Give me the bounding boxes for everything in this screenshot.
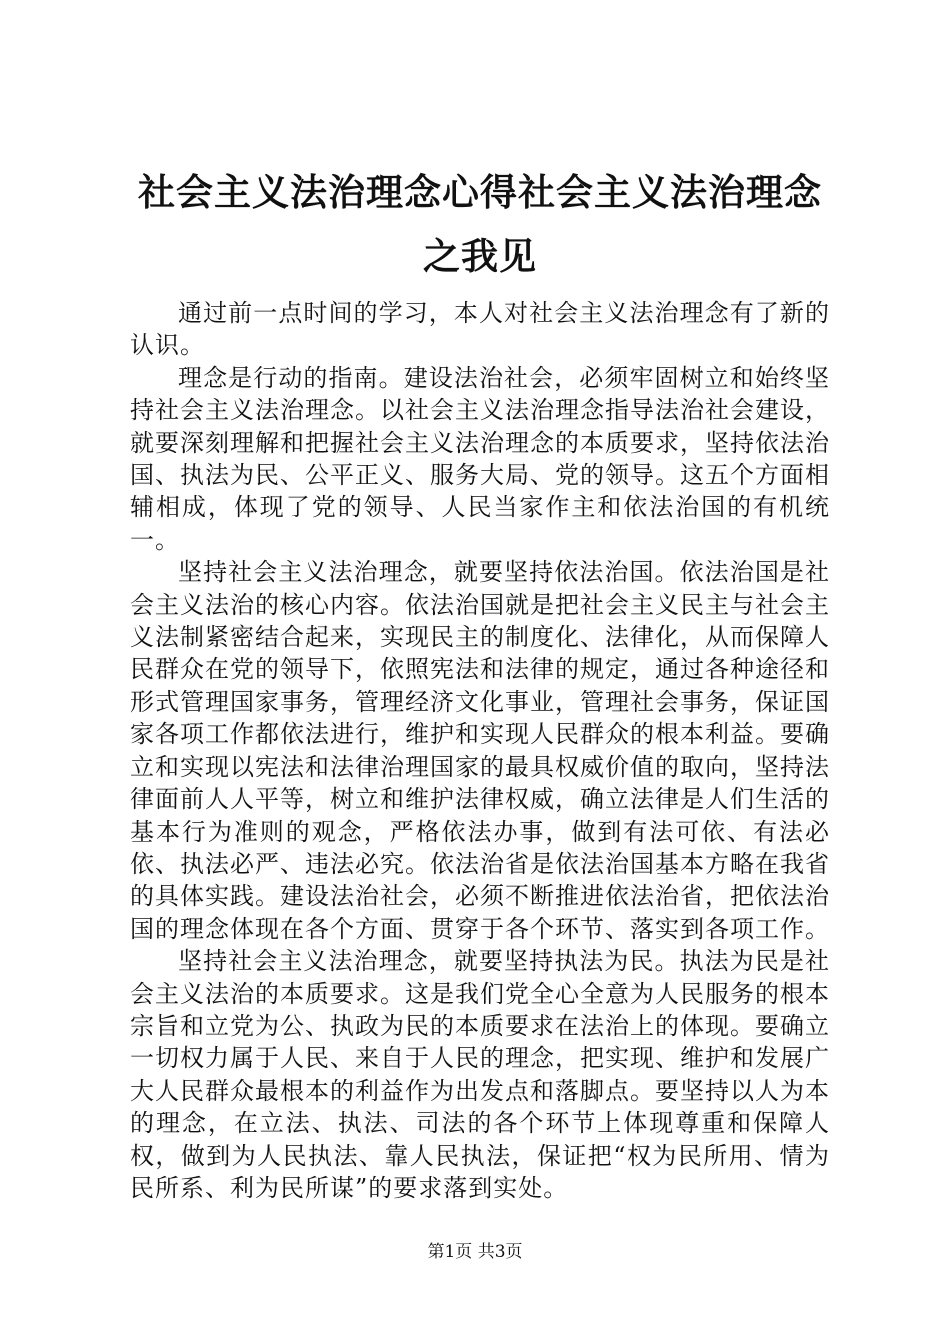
paragraph-3: 坚持社会主义法治理念，就要坚持依法治国。依法治国是社会主义法治的核心内容。依法治国就是把社会主义民主与社会主义法制紧密结合起来，实现民主的制度化、法律化，从而保障人民群众在党的领导下，依照宪法和法律的规定，通过各种途径和形式管理国家事务，管理经济文化事业，管理社会事务，保证国家各项工作都依法进行，维护和实现人民群众的根本利益。要确立和实现以宪法和法律治理国家的最具权威价值的取向，坚持法律面前人人平等，树立和维护法律权威，确立法律是人们生活的基本行为准则的观念，严格依法办事，做到有法可依、有法必依、执法必严、违法必究。依法治省是依法治国基本方略在我省的具体实践。建设法治社会，必须不断推进依法治省，把依法治国的理念体现在各个方面、贯穿于各个环节、落实到各项工作。 [130,558,830,943]
paragraph-2: 理念是行动的指南。建设法治社会，必须牢固树立和始终坚持社会主义法治理念。以社会主义法治理念指导法治社会建设，就要深刻理解和把握社会主义法治理念的本质要求，坚持依法治国、执法为民、公平正义、服务大局、党的领导。这五个方面相辅相成，体现了党的领导、人民当家作主和依法治国的有机统一。 [130,363,830,554]
paragraph-4: 坚持社会主义法治理念，就要坚持执法为民。执法为民是社会主义法治的本质要求。这是我们党全心全意为人民服务的根本宗旨和立党为公、执政为民的本质要求在法治上的体现。要确立一切权力属于人民、来自于人民的理念，把实现、维护和发展广大人民群众最根本的利益作为出发点和落脚点。要坚持以人为本的理念，在立法、执法、司法的各个环节上体现尊重和保障人权，做到为人民执法、靠人民执法，保证把“权为民所用、情为民所系、利为民所谋”的要求落到实处。 [130,947,830,1202]
paragraph-1: 通过前一点时间的学习，本人对社会主义法治理念有了新的认识。 [130,299,830,360]
document-body [130,297,830,1204]
page-title: 社会主义法治理念心得社会主义法治理念之我见 [138,170,822,278]
page-footer: 第1页 共3页 [427,1242,523,1262]
